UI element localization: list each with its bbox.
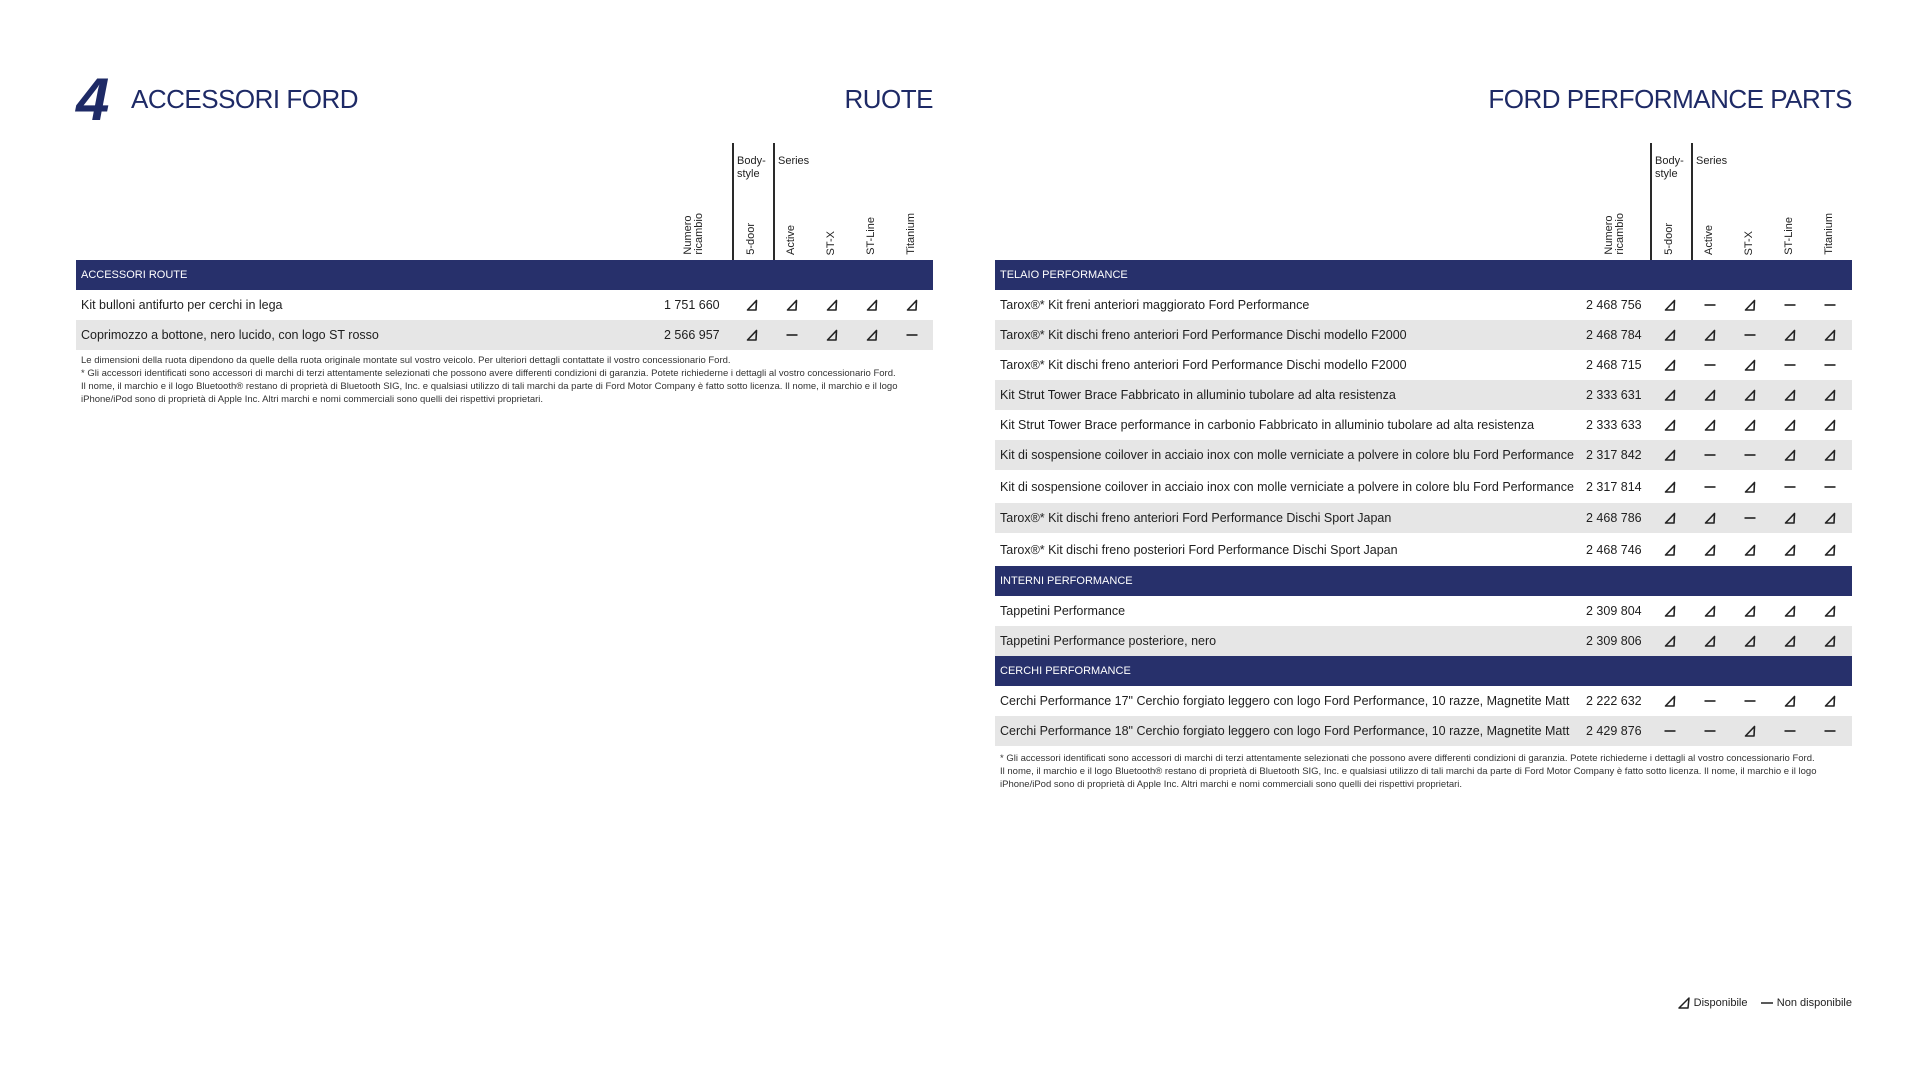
section-header: CERCHI PERFORMANCE [995,656,1852,686]
footnote-line: * Gli accessori identificati sono accessori di marchi di terzi attentamente selezionati che possono avere differenti condizioni di garanzia. Potete richiederne i dettagli al vostro concessionario Ford. [81,368,896,379]
section-header: ACCESSORI ROUTE [76,260,933,290]
part-number: 2 309 806 [1586,634,1642,648]
check-triangle-icon [1824,695,1836,707]
table-row [995,535,1852,565]
column-divider [1691,143,1693,261]
available-mark [1700,503,1720,533]
header-titanium: Titanium [1823,213,1835,255]
check-triangle-icon [1664,695,1676,707]
column-headers [995,143,1852,261]
dash-icon [906,329,918,341]
part-number: 2 317 814 [1586,479,1642,494]
available-mark [1820,440,1840,470]
chapter-number: 4 [76,66,108,133]
header-5-door: 5-door [1663,223,1675,255]
dash-icon [1824,481,1836,493]
check-triangle-icon [1784,419,1796,431]
table-row [76,320,933,350]
check-triangle-icon [1824,605,1836,617]
row-description: Kit di sospensione coilover in acciaio inox con molle verniciate a polvere in colore blu Ford Performance [1000,448,1574,462]
not-available-mark [902,320,922,350]
right-page [995,0,1852,1080]
check-triangle-icon [1744,389,1756,401]
available-mark [1660,440,1680,470]
row-description: Kit Strut Tower Brace Fabbricato in alluminio tubolare ad alta resistenza [1000,388,1396,402]
check-triangle-icon [1744,635,1756,647]
column-divider [773,143,775,261]
check-triangle-icon [1784,329,1796,341]
header-st-x: ST-X [825,230,837,255]
check-triangle-icon [1664,299,1676,311]
left-page [76,0,933,1080]
part-number: 2 333 633 [1586,418,1642,432]
check-triangle-icon [1704,512,1716,524]
header-st-x: ST-X [1743,230,1755,255]
header-body-style: Body- style [737,155,766,180]
available-mark [1740,410,1760,440]
header-active: Active [785,225,797,255]
dash-icon [1784,481,1796,493]
header-body-style: Body- style [1655,155,1684,180]
not-available-mark [1780,350,1800,380]
available-mark [862,290,882,320]
dash-icon [1704,299,1716,311]
column-divider [732,143,734,261]
row-description: Tarox®* Kit dischi freno posteriori Ford Performance Dischi Sport Japan [1000,542,1398,557]
available-mark [1660,320,1680,350]
check-triangle-icon [1744,605,1756,617]
available-mark [822,320,842,350]
check-triangle-icon [1664,329,1676,341]
row-description: Tarox®* Kit dischi freno anteriori Ford Performance Dischi modello F2000 [1000,328,1407,342]
section-title: RUOTE [844,84,933,114]
available-mark [1700,320,1720,350]
part-number: 2 317 842 [1586,448,1642,462]
check-triangle-icon [826,299,838,311]
available-mark [1780,535,1800,565]
check-triangle-icon [1824,419,1836,431]
not-available-mark [1820,350,1840,380]
available-mark [1820,380,1840,410]
available-mark [1660,535,1680,565]
not-available-mark [1700,472,1720,502]
table-row [76,290,933,320]
footnote-text [1000,752,1816,791]
available-mark [1780,626,1800,656]
available-mark [1660,472,1680,502]
check-triangle-icon [1664,419,1676,431]
check-triangle-icon [1744,419,1756,431]
dash-icon [1824,299,1836,311]
check-triangle-icon [786,299,798,311]
header-st-line: ST-Line [1783,217,1795,255]
footnote-line: Il nome, il marchio e il logo Bluetooth® restano di proprietà di Bluetooth SIG, Inc. e qualsiasi utilizzo di tali marchi da parte di Ford Motor Company è fatto sotto licenza. Il nome, il marchio e il logo [1000,766,1817,777]
dash-icon [1704,449,1716,461]
check-triangle-icon [1744,725,1756,737]
not-available-mark [1740,320,1760,350]
check-triangle-icon [866,299,878,311]
part-number: 2 468 784 [1586,328,1642,342]
available-mark [1660,596,1680,626]
section-title: FORD PERFORMANCE PARTS [1488,84,1852,114]
table-row [995,440,1852,470]
check-triangle-icon [746,299,758,311]
not-available-mark [1820,472,1840,502]
available-mark [1780,440,1800,470]
part-number: 2 222 632 [1586,694,1642,708]
check-triangle-icon [1664,544,1676,556]
check-triangle-icon [1704,419,1716,431]
dash-icon [786,329,798,341]
check-triangle-icon [746,329,758,341]
dash-icon [1704,695,1716,707]
not-available-mark [1700,290,1720,320]
header-active: Active [1703,225,1715,255]
available-mark [1660,350,1680,380]
table-row [995,626,1852,656]
row-description: Tarox®* Kit dischi freno anteriori Ford Performance Dischi Sport Japan [1000,511,1392,525]
table-row [995,380,1852,410]
available-mark [1700,380,1720,410]
available-mark [742,290,762,320]
check-triangle-icon [1704,329,1716,341]
check-triangle-icon [906,299,918,311]
dash-icon [1744,512,1756,524]
check-triangle-icon [1784,544,1796,556]
table-row [995,320,1852,350]
part-number: 1 751 660 [664,298,720,312]
available-mark [1660,380,1680,410]
footnote-line: iPhone/iPod sono di proprietà di Apple Inc. Altri marchi e nomi commerciali sono quelli dei rispettivi proprietari. [1000,779,1463,790]
dash-icon [1704,725,1716,737]
available-mark [1700,626,1720,656]
available-mark [902,290,922,320]
row-description: Kit bulloni antifurto per cerchi in lega [81,298,283,312]
section-header: TELAIO PERFORMANCE [995,260,1852,290]
dash-icon [1704,359,1716,371]
dash-icon [1744,695,1756,707]
check-triangle-icon [1664,449,1676,461]
not-available-mark [1700,440,1720,470]
footnote-text [81,354,897,406]
not-available-mark [1660,716,1680,746]
available-mark [1740,380,1760,410]
section-header: INTERNI PERFORMANCE [995,566,1852,596]
header-series: Series [778,155,810,167]
row-description: Tarox®* Kit freni anteriori maggiorato Ford Performance [1000,298,1310,312]
footnote-line: Le dimensioni della ruota dipendono da quelle della ruota originale montate sul vostro veicolo. Per ulteriori dettagli contattate il vostro concessionario Ford. [81,355,731,366]
check-triangle-icon [1704,389,1716,401]
available-mark [1780,596,1800,626]
available-mark [822,290,842,320]
legend-not-available: Non disponibile [1776,997,1852,1010]
table-row [995,290,1852,320]
check-triangle-icon [1824,512,1836,524]
column-headers [76,143,933,261]
check-triangle-icon [1664,481,1676,493]
row-description: Tappetini Performance [1000,604,1126,618]
dash-icon [1744,329,1756,341]
available-mark [1820,535,1840,565]
part-number: 2 468 756 [1586,298,1642,312]
dash-icon [1664,725,1676,737]
available-mark [1660,290,1680,320]
header-st-line: ST-Line [865,217,877,255]
available-mark [1660,626,1680,656]
dash-icon [1704,481,1716,493]
part-number: 2 333 631 [1586,388,1642,402]
not-available-mark [1820,290,1840,320]
page-header [995,72,1852,132]
dash-icon [1784,359,1796,371]
table-row [995,503,1852,533]
header-titanium: Titanium [905,213,917,255]
available-mark [1700,535,1720,565]
row-description: Coprimozzo a bottone, nero lucido, con logo ST rosso [81,328,379,342]
check-triangle-icon [866,329,878,341]
check-triangle-icon [826,329,838,341]
check-triangle-icon [1664,635,1676,647]
check-triangle-icon [1664,389,1676,401]
row-description: Cerchi Performance 17" Cerchio forgiato leggero con logo Ford Performance, 10 razze, Magnetite Matt [1000,694,1570,708]
check-triangle-icon [1824,329,1836,341]
legend [1677,995,1852,1011]
available-mark [1740,472,1760,502]
available-mark [1820,503,1840,533]
available-mark [1660,686,1680,716]
part-number: 2 566 957 [664,328,720,342]
dash-icon [1824,725,1836,737]
row-description: Tappetini Performance posteriore, nero [1000,634,1217,648]
available-mark [1780,380,1800,410]
not-available-mark [1700,350,1720,380]
available-mark [1740,290,1760,320]
dash-icon [1824,359,1836,371]
available-mark [1740,716,1760,746]
not-available-mark [1740,686,1760,716]
dash-icon [1784,299,1796,311]
legend-available: Disponibile [1693,997,1748,1010]
available-mark [1820,320,1840,350]
available-mark [1660,410,1680,440]
check-triangle-icon [1784,449,1796,461]
available-mark [1820,626,1840,656]
check-triangle-icon [1784,605,1796,617]
not-available-mark [1780,290,1800,320]
dash-icon [1760,997,1774,1009]
available-mark [1780,410,1800,440]
check-triangle-icon [1704,635,1716,647]
part-number: 2 429 876 [1586,724,1642,738]
table-row [995,350,1852,380]
check-triangle-icon [1824,389,1836,401]
available-mark [1820,686,1840,716]
table-row [995,716,1852,746]
check-triangle-icon [1704,544,1716,556]
check-triangle-icon [1784,635,1796,647]
check-triangle-icon [1664,605,1676,617]
part-number: 2 468 715 [1586,358,1642,372]
check-triangle-icon [1704,605,1716,617]
footnote-line: * Gli accessori identificati sono accessori di marchi di terzi attentamente selezionati che possono avere differenti condizioni di garanzia. Potete richiederne i dettagli al vostro concessionario Ford. [1000,753,1815,764]
available-mark [1780,320,1800,350]
header-series: Series [1696,155,1728,167]
header-part-number: Numero ricambio [682,213,705,255]
dash-icon [1744,449,1756,461]
available-mark [1700,410,1720,440]
available-mark [1740,626,1760,656]
table-row [995,596,1852,626]
available-mark [1700,596,1720,626]
row-description: Tarox®* Kit dischi freno anteriori Ford Performance Dischi modello F2000 [1000,358,1407,372]
chapter-title: ACCESSORI FORD [131,84,359,114]
check-triangle-icon [1664,512,1676,524]
not-available-mark [1700,686,1720,716]
check-triangle-icon [1824,449,1836,461]
check-triangle-icon [1744,544,1756,556]
part-number: 2 309 804 [1586,604,1642,618]
row-description: Kit di sospensione coilover in acciaio inox con molle verniciate a polvere in colore blu Ford Performance [1000,479,1574,494]
part-number: 2 468 786 [1586,511,1642,525]
available-mark [782,290,802,320]
check-triangle-icon [1744,359,1756,371]
available-mark [1660,503,1680,533]
available-mark [1820,596,1840,626]
row-description: Cerchi Performance 18" Cerchio forgiato leggero con logo Ford Performance, 10 razze, Magnetite Matt [1000,724,1570,738]
table-row [995,686,1852,716]
not-available-mark [1740,503,1760,533]
table-row [995,472,1852,502]
check-triangle-icon [1824,544,1836,556]
header-part-number: Numero ricambio [1603,213,1626,255]
available-mark [1740,596,1760,626]
check-triangle-icon [1784,389,1796,401]
not-available-mark [782,320,802,350]
available-mark [1780,686,1800,716]
check-triangle-icon [1744,299,1756,311]
available-mark [862,320,882,350]
table-row [995,410,1852,440]
not-available-mark [1820,716,1840,746]
available-mark [1740,535,1760,565]
available-mark [1740,350,1760,380]
available-mark [742,320,762,350]
check-triangle-icon [1784,512,1796,524]
row-description: Kit Strut Tower Brace performance in carbonio Fabbricato in alluminio tubolare ad alta resistenza [1000,418,1535,432]
column-divider [1650,143,1652,261]
not-available-mark [1740,440,1760,470]
dash-icon [1784,725,1796,737]
check-triangle-icon [1677,997,1691,1009]
check-triangle-icon [1824,635,1836,647]
not-available-mark [1780,716,1800,746]
check-triangle-icon [1664,359,1676,371]
header-5-door: 5-door [745,223,757,255]
footnote-line: Il nome, il marchio e il logo Bluetooth® restano di proprietà di Bluetooth SIG, Inc. e qualsiasi utilizzo di tali marchi da parte di Ford Motor Company è fatto sotto licenza. Il nome, il marchio e il logo [81,381,898,392]
page-header [76,66,933,133]
check-triangle-icon [1784,695,1796,707]
part-number: 2 468 746 [1586,542,1642,557]
check-triangle-icon [1744,481,1756,493]
available-mark [1780,503,1800,533]
available-mark [1820,410,1840,440]
not-available-mark [1780,472,1800,502]
not-available-mark [1700,716,1720,746]
footnote-line: iPhone/iPod sono di proprietà di Apple Inc. Altri marchi e nomi commerciali sono quelli dei rispettivi proprietari. [81,394,544,405]
